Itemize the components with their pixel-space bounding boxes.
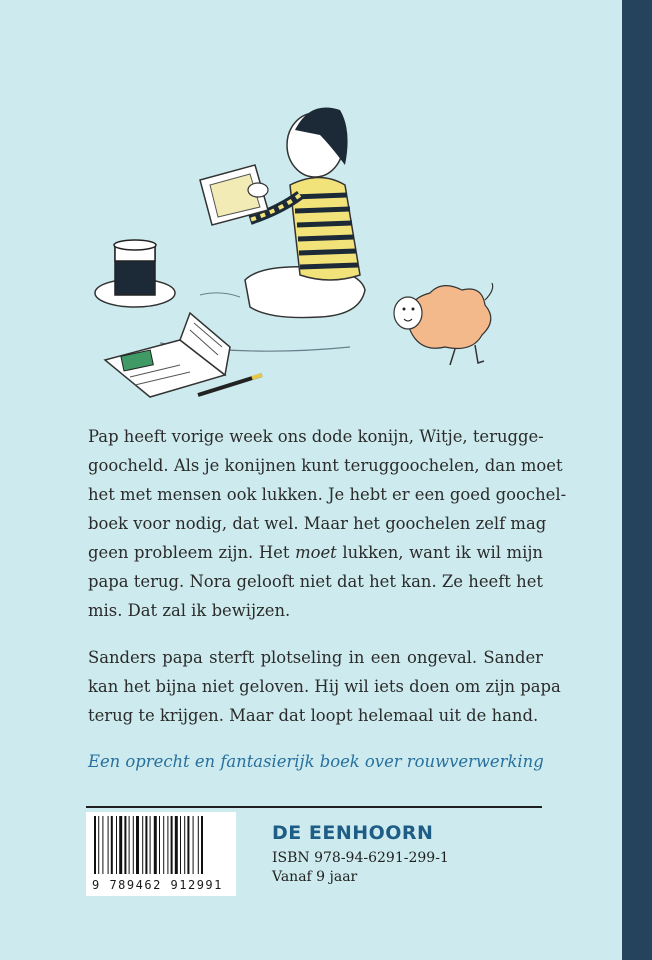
barcode-bar <box>198 816 199 874</box>
barcode-bar <box>201 816 203 874</box>
blurb-paragraph-2 <box>88 643 561 730</box>
barcode-bars <box>86 812 236 878</box>
blurb-paragraph-1 <box>88 422 567 625</box>
text-line <box>88 538 543 567</box>
barcode-bar <box>142 816 143 874</box>
barcode-bar <box>119 816 122 874</box>
barcode-bar <box>167 816 168 874</box>
barcode-bar <box>163 816 164 874</box>
isbn: ISBN 978-94-6291-299-1 <box>272 850 449 866</box>
book-spine <box>622 0 652 960</box>
text-line: terug te krijgen. Maar dat loopt helemaal uit de hand. <box>88 706 539 725</box>
cover-illustration <box>90 85 520 405</box>
barcode-bar <box>150 816 151 874</box>
barcode-bar <box>111 816 113 874</box>
barcode-bar <box>133 816 134 874</box>
text-segment: lukken, want ik wil mijn <box>342 543 543 562</box>
barcode-bar <box>145 816 147 874</box>
divider <box>86 806 542 808</box>
barcode-bar <box>102 816 103 874</box>
boy-figure <box>200 108 365 318</box>
text-line: Sanders papa sterft plotseling in een ongeval. Sander <box>88 648 543 667</box>
text-line: Pap heeft vorige week ons dode konijn, Witje, terugge- <box>88 427 544 446</box>
age-range: Vanaf 9 jaar <box>272 869 358 885</box>
text-line: papa terug. Nora gelooft niet dat het kan. Ze heeft het <box>88 572 543 591</box>
text-segment: geen probleem zijn. Het <box>88 543 290 562</box>
barcode-bar <box>193 816 194 874</box>
barcode-bar <box>108 816 109 874</box>
top-hat-icon <box>95 240 175 307</box>
text-line: het met mensen ook lukken. Je hebt er een goed goochel- <box>88 485 567 504</box>
barcode-bar <box>187 816 189 874</box>
sheep-icon <box>394 283 493 365</box>
emphasis-text: moet <box>295 543 337 562</box>
text-line: goocheld. Als je konijnen kunt teruggoochelen, dan moet <box>88 456 563 475</box>
barcode-bar <box>175 816 178 874</box>
open-book-icon <box>105 313 230 397</box>
barcode-bar <box>184 816 185 874</box>
barcode-bar <box>154 816 157 874</box>
text-line: boek voor nodig, dat wel. Maar het goochelen zelf mag <box>88 514 547 533</box>
barcode-bar <box>136 816 139 874</box>
barcode-bar <box>124 816 126 874</box>
barcode-bar <box>94 816 96 874</box>
text-line: kan het bijna niet geloven. Hij wil iets doen om zijn papa <box>88 677 561 696</box>
barcode-bar <box>159 816 160 874</box>
barcode-bar <box>129 816 130 874</box>
barcode-bar <box>171 816 173 874</box>
text-line: mis. Dat zal ik bewijzen. <box>88 601 291 620</box>
barcode-bar <box>180 816 181 874</box>
barcode-bar <box>116 816 117 874</box>
publisher-name: DE EENHOORN <box>272 822 434 844</box>
tagline: Een oprecht en fantasierijk boek over rouwverwerking <box>88 752 544 771</box>
barcode-digits: 9 789462 912991 <box>92 878 223 892</box>
barcode <box>86 812 236 896</box>
barcode-bar <box>98 816 99 874</box>
